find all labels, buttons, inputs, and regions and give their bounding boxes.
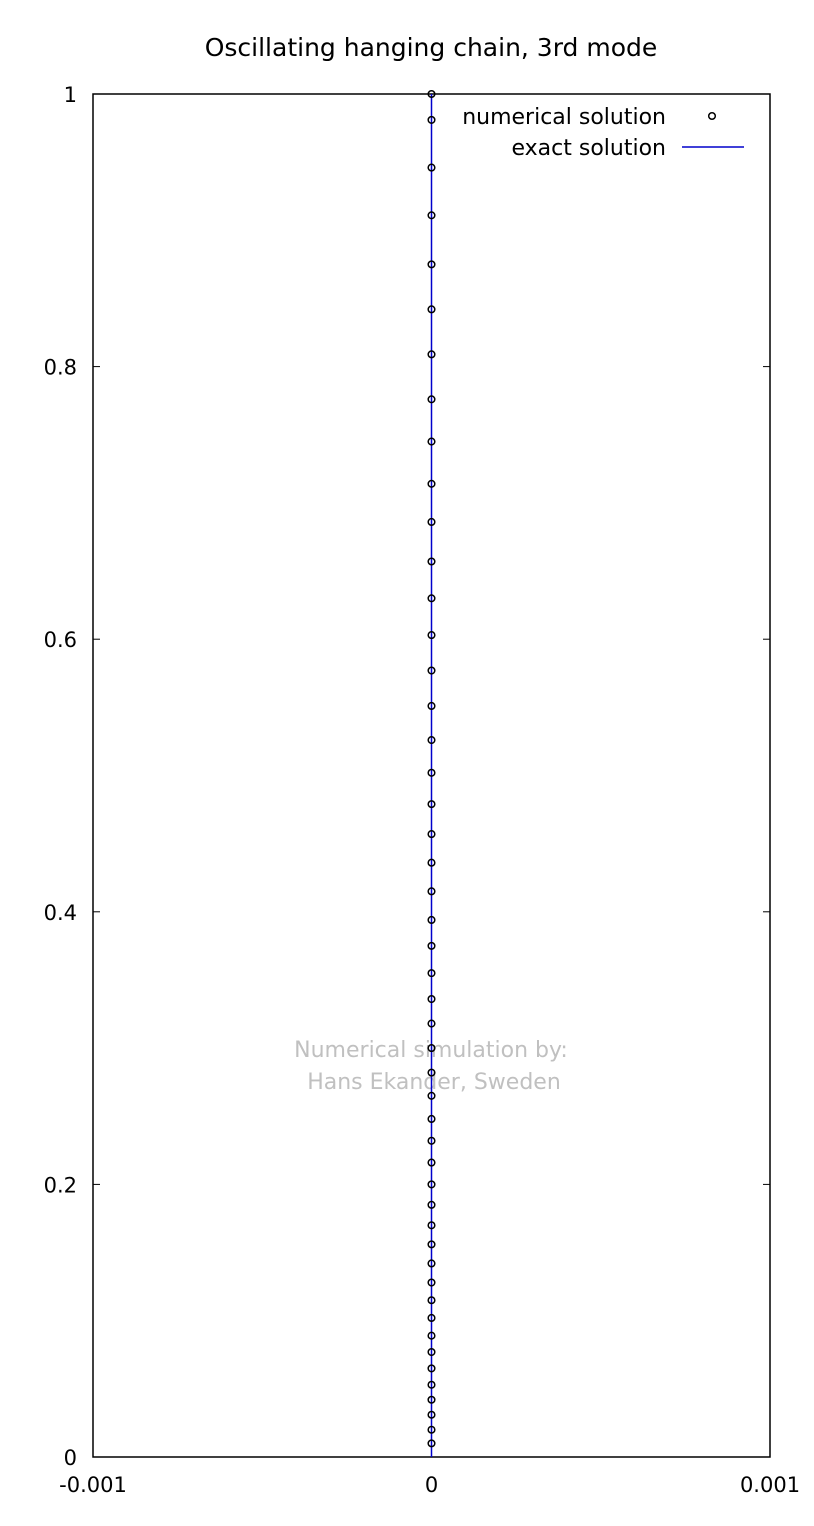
chart-title: Oscillating hanging chain, 3rd mode: [204, 33, 658, 62]
y-tick-label: 0: [63, 1446, 77, 1470]
legend: [462, 105, 744, 161]
tick-group: [44, 83, 800, 1497]
x-tick-label: 0.001: [739, 1473, 801, 1497]
watermark-annotation: Numerical simulation by:: [294, 1038, 568, 1063]
y-tick-label: 0.6: [43, 628, 77, 653]
legend-label: exact solution: [511, 136, 666, 161]
x-tick-label: -0.001: [59, 1473, 127, 1497]
y-tick-label: 1: [63, 83, 77, 107]
y-tick-label: 0.4: [43, 900, 77, 925]
y-tick-label: 0.2: [43, 1173, 77, 1198]
series-group: [428, 91, 435, 1457]
y-tick-label: 0.8: [43, 355, 77, 380]
legend-marker-circle: [709, 113, 716, 120]
x-tick-label: 0: [424, 1473, 439, 1497]
legend-label: numerical solution: [462, 105, 666, 130]
watermark-annotation: Hans Ekander, Sweden: [307, 1070, 561, 1095]
